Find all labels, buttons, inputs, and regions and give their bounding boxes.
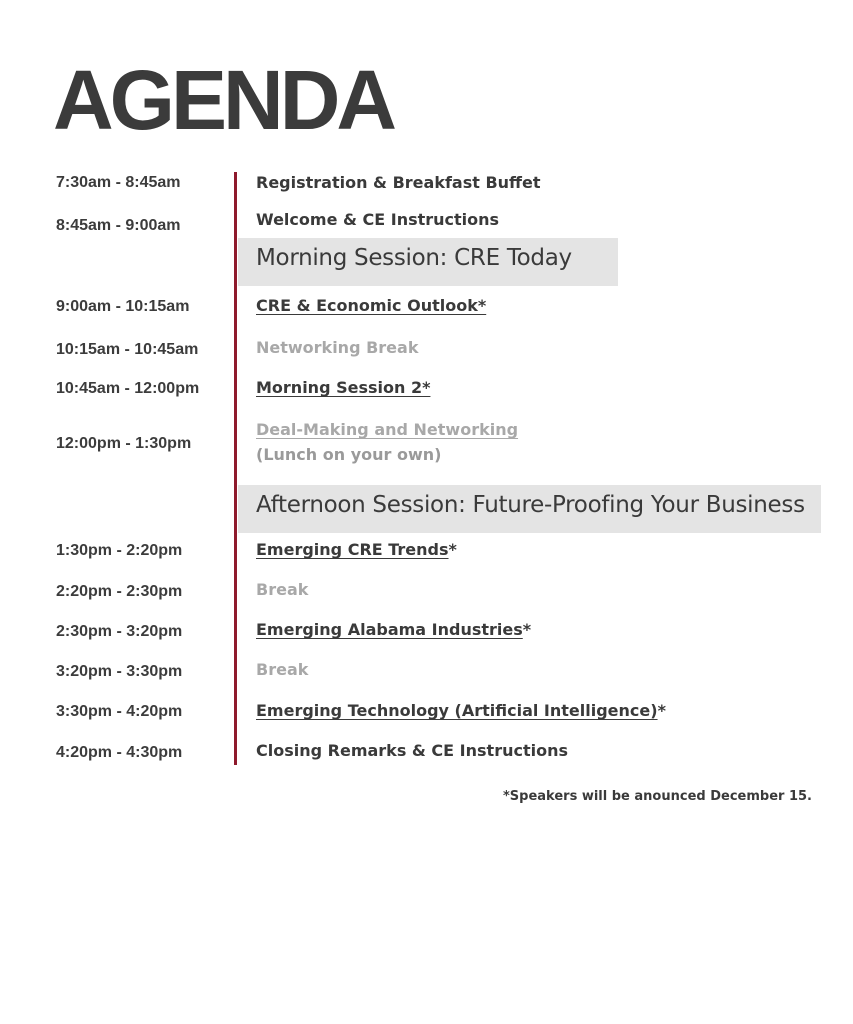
time-slot: 2:30pm - 3:20pm xyxy=(56,623,183,640)
time-slot: 3:30pm - 4:20pm xyxy=(56,703,183,720)
agenda-item xyxy=(256,701,666,720)
time-slot: 4:20pm - 4:30pm xyxy=(56,744,183,761)
agenda-item-link[interactable]: CRE & Economic Outlook* xyxy=(256,296,487,315)
time-slot: 2:20pm - 2:30pm xyxy=(56,583,183,600)
agenda-item-subtext: (Lunch on your own) xyxy=(256,445,442,464)
agenda-item-lunch[interactable] xyxy=(256,420,518,464)
agenda-item xyxy=(256,540,457,559)
asterisk: * xyxy=(448,540,457,559)
footnote: *Speakers will be anounced December 15. xyxy=(503,789,812,804)
agenda-item: Closing Remarks & CE Instructions xyxy=(256,741,568,760)
time-slot: 8:45am - 9:00am xyxy=(56,217,181,234)
time-slot: 12:00pm - 1:30pm xyxy=(56,435,192,452)
timeline-divider xyxy=(234,172,237,765)
agenda-item-link[interactable]: Emerging Technology (Artificial Intelligence) xyxy=(256,701,658,720)
time-slot: 10:15am - 10:45am xyxy=(56,341,199,358)
agenda-item-link[interactable]: Emerging Alabama Industries xyxy=(256,620,523,639)
agenda-item xyxy=(256,620,531,639)
agenda-item: Welcome & CE Instructions xyxy=(256,210,500,229)
agenda-item-link[interactable]: Emerging CRE Trends xyxy=(256,540,449,559)
time-slot: 9:00am - 10:15am xyxy=(56,298,190,315)
asterisk: * xyxy=(522,620,532,639)
session-title-afternoon: Afternoon Session: Future-Proofing Your Business xyxy=(256,492,805,518)
time-slot: 7:30am - 8:45am xyxy=(56,174,181,191)
agenda-item-break: Break xyxy=(256,660,309,679)
time-slot: 1:30pm - 2:20pm xyxy=(56,542,183,559)
agenda-item: Registration & Breakfast Buffet xyxy=(256,173,541,192)
agenda-item-link[interactable]: Deal-Making and Networking xyxy=(256,420,519,439)
agenda-item-break: Networking Break xyxy=(256,338,419,357)
time-slot: 3:20pm - 3:30pm xyxy=(56,663,183,680)
agenda-item-link[interactable]: Morning Session 2* xyxy=(256,378,431,397)
session-title-morning: Morning Session: CRE Today xyxy=(256,245,572,271)
asterisk: * xyxy=(657,701,666,720)
agenda-item-break: Break xyxy=(256,580,309,599)
agenda-title: AGENDA xyxy=(53,53,394,147)
time-slot: 10:45am - 12:00pm xyxy=(56,380,200,397)
